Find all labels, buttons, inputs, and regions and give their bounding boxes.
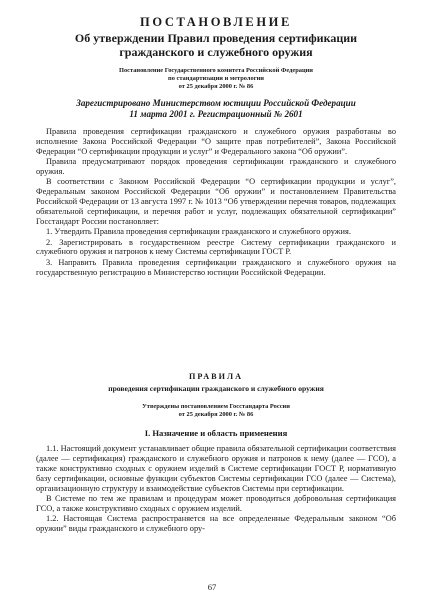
decree-paragraph: 3. Направить Правила проведения сертификации гражданского и служебного оружия на государственную регистрацию в Министерство юстиции Российской Федерации. — [36, 257, 396, 277]
decree-doc-type: ПОСТАНОВЛЕНИЕ — [140, 15, 292, 29]
rules-paragraph: 1.2. Настоящая Система распространяется на все определенные Федеральным законом “Об оружии” виды гражданского и служебного ору- — [36, 514, 396, 534]
decree-paragraph: Правила предусматривают порядок проведения сертификации гражданского и служебного оружия. — [36, 157, 396, 177]
registration-line: Зарегистрировано Министерством юстиции Российской Федерации — [76, 98, 356, 108]
registration-note — [36, 98, 396, 120]
rules-title: проведения сертификации гражданского и служебного оружия — [108, 384, 324, 393]
decree-paragraph: Правила проведения сертификации гражданского и служебного оружия разработаны во исполнение Закона Российской Федерации “О защите прав потребителей”, Закона Российской Федерации “О сертификации продукции и услуг” и Федерального закона “Об оружии”. — [36, 127, 396, 156]
issuer-line: от 25 декабря 2000 г. № 86 — [178, 83, 254, 90]
decree-title: Об утверждении Правил проведения сертификации гражданского и служебного оружия — [74, 31, 358, 59]
rules-heading: ПРАВИЛА — [188, 372, 244, 381]
decree-body — [36, 127, 396, 278]
decree-issuer — [36, 67, 396, 91]
section-heading: I. Назначение и область применения — [144, 428, 288, 438]
issuer-line: Постановление Государственного комитета Российской Федерации — [119, 67, 313, 74]
approval-line: Утверждены постановлением Госстандарта России — [142, 403, 290, 410]
issuer-line: по стандартизации и метрологии — [168, 75, 264, 82]
rules-body — [36, 444, 396, 534]
page-number: 67 — [207, 582, 217, 592]
decree-paragraph: 2. Зарегистрировать в государственном реестре Систему сертификации гражданского и служебного оружия и патронов к нему Системы сертификации ГОСТ Р. — [36, 237, 396, 257]
rules-approval — [36, 403, 396, 419]
registration-line: 11 марта 2001 г. Регистрационный № 2601 — [129, 109, 303, 119]
decree-paragraph: В соответствии с Законом Российской Федерации “О сертификации продукции и услуг”, Федеральным законом Российской Федерации “Об оружии” и постановлением Правительства Российской Федерации от 13 августа 1997 г. № 1013 “Об утверждении перечня товаров, подлежащих обязательной сертификации, и перечня работ и услуг, подлежащих обязательной сертификации” Госстандарт России постановляет: — [36, 177, 396, 226]
rules-paragraph: В Системе по тем же правилам и процедурам может проводиться добровольная сертификация ГСО, а также конструктивно сходных с оружием изделий. — [36, 493, 396, 513]
decree-paragraph: 1. Утвердить Правила проведения сертификации гражданского и служебного оружия. — [46, 227, 351, 237]
approval-line: от 25 декабря 2000 г. № 86 — [178, 411, 254, 418]
rules-paragraph: 1.1. Настоящий документ устанавливает общие правила обязательной сертификации соответствия (далее — сертификация) гражданского и служебного оружия и патронов к нему (далее — ГСО), а также конструктивно сходных с оружием изделий в Системе сертификации ГОСТ Р, нормативную базу сертификации, основные функции субъектов Системы сертификации ГСО (далее — Система), организационную структуру и взаимодействие субъектов Системы при сертификации. — [36, 444, 396, 493]
